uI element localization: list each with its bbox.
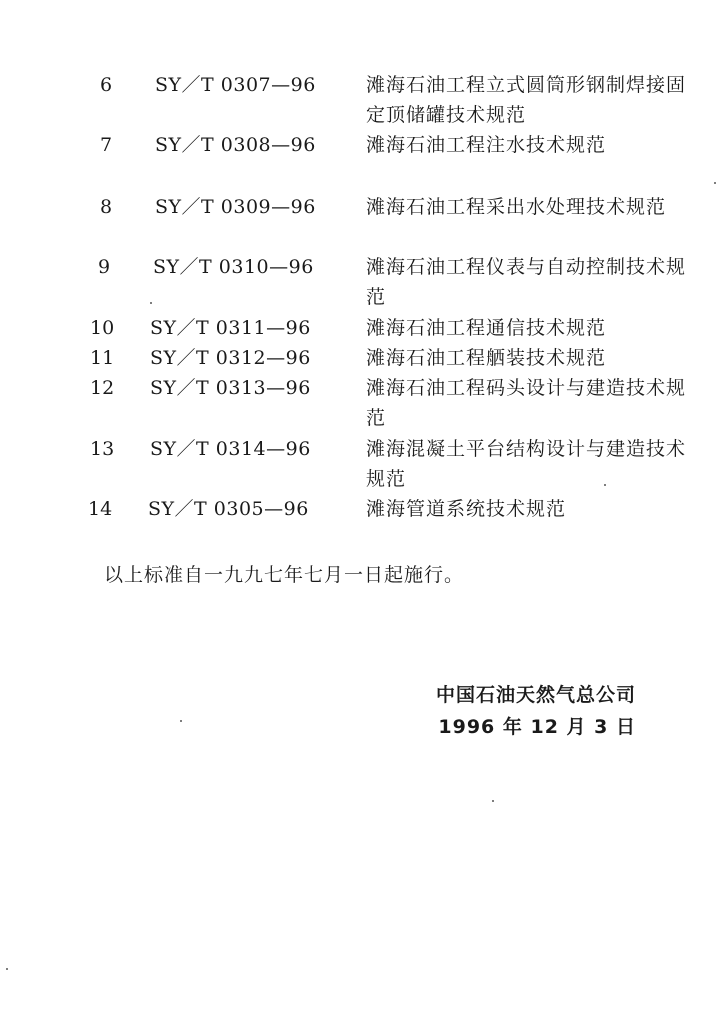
scan-speck xyxy=(150,302,152,304)
effective-date-notice: 以上标准自一九九七年七月一日起施行。 xyxy=(104,564,465,586)
standard-title: 滩海石油工程采出水处理技术规范 xyxy=(366,196,667,218)
scan-speck xyxy=(6,968,8,970)
standard-code: SY／T 0310—96 xyxy=(153,256,314,278)
scan-speck xyxy=(604,484,606,486)
standard-number: 7 xyxy=(100,134,113,156)
standard-title: 滩海石油工程舾装技术规范 xyxy=(366,347,607,369)
standard-code: SY／T 0314—96 xyxy=(150,438,311,460)
standard-code: SY／T 0308—96 xyxy=(155,134,316,156)
scan-speck xyxy=(714,182,716,184)
standard-code: SY／T 0309—96 xyxy=(155,196,316,218)
scan-speck xyxy=(492,800,494,802)
issue-date: 1996 年 12 月 3 日 xyxy=(438,716,636,738)
standard-code: SY／T 0307—96 xyxy=(155,74,316,96)
standard-title: 滩海石油工程码头设计与建造技术规范 xyxy=(366,377,687,429)
standard-title: 滩海混凝土平台结构设计与建造技术规范 xyxy=(366,438,687,490)
standard-number: 14 xyxy=(88,498,113,520)
standard-number: 12 xyxy=(90,377,115,399)
standard-title: 滩海石油工程立式圆筒形钢制焊接固定顶储罐技术规范 xyxy=(366,74,687,126)
scan-speck xyxy=(180,720,182,722)
standard-title: 滩海石油工程注水技术规范 xyxy=(366,134,607,156)
standard-number: 13 xyxy=(90,438,115,460)
standard-number: 6 xyxy=(100,74,113,96)
standard-code: SY／T 0313—96 xyxy=(150,377,311,399)
standard-title: 滩海石油工程仪表与自动控制技术规范 xyxy=(366,256,687,308)
standard-number: 11 xyxy=(90,347,115,369)
standard-title: 滩海石油工程通信技术规范 xyxy=(366,317,607,339)
standard-number: 9 xyxy=(98,256,111,278)
standard-code: SY／T 0311—96 xyxy=(150,317,311,339)
issuing-organization: 中国石油天然气总公司 xyxy=(435,684,636,706)
standard-number: 10 xyxy=(90,317,115,339)
standard-code: SY／T 0312—96 xyxy=(150,347,311,369)
standard-title: 滩海管道系统技术规范 xyxy=(366,498,567,520)
standard-code: SY／T 0305—96 xyxy=(148,498,309,520)
standard-number: 8 xyxy=(100,196,113,218)
